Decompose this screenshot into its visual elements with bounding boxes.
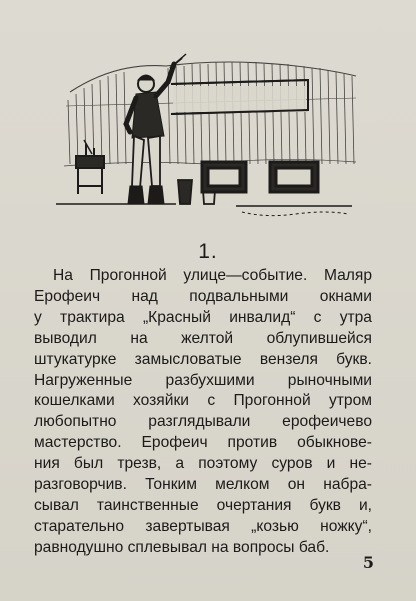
text-line: мастерство. Ерофеич против обыкнове- [34,434,372,452]
text-line: у трактира „Красный инвалид“ с утра [34,308,372,326]
basement-windows [202,162,318,192]
text-line: любопытно разглядывали ерофеичево [34,413,372,431]
text-line: кошелками хозяйки с Прогонной утром [34,392,372,410]
text-line: Нагруженные разбухшими рыночными [34,371,372,389]
wall-hatching [64,62,356,166]
text-line: Ерофеич над подвальными окнами [34,287,372,305]
text-line: разговорчив. Тонким мелком он набра- [34,476,372,494]
text-line: штукатурке замысловатые вензеля букв. [34,350,372,368]
text-line: равнодушно сплевывал на вопросы баб. [34,538,330,556]
illustration-painter-at-wall [56,36,366,236]
text-line: ния был трезв, а поэтому суров и не- [34,455,372,473]
text-line: выводил на желтой облупившейся [34,329,372,347]
text-line: На Прогонной улице—событие. Маляр [53,267,372,284]
text-line: старательно завертывая „козью ножку“, [34,517,372,535]
chapter-number: 1. [198,240,218,263]
page-number: 5 [362,553,374,572]
chapter-text [34,266,372,559]
text-line: сывал таинственные очертания букв и, [34,496,372,514]
stool [76,140,104,194]
